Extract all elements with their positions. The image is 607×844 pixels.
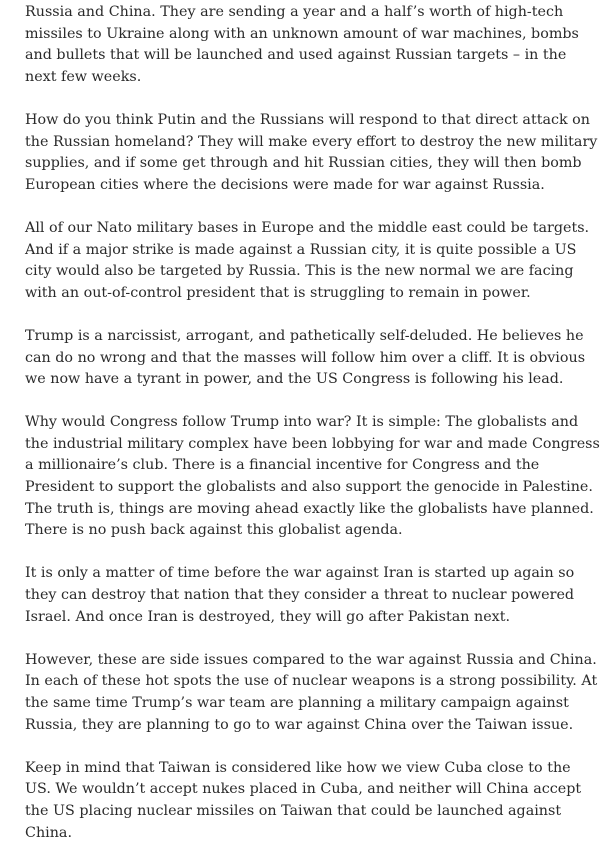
paragraph: Trump is a narcissist, arrogant, and pathetically self-deluded. He believes he can do no wrong and that the masses will follow him over a cliff. It is obvious we now have a tyrant in power, and the US Congress is following his lead. [25, 327, 586, 388]
paragraph: Russia and China. They are sending a year and a half’s worth of high-tech missiles to Ukraine along with an unknown amount of war machines, bombs and bullets that will be launched and used against Russian targets – in the next few weeks. [25, 4, 579, 85]
paragraph: It is only a matter of time before the war against Iran is started up again so they can destroy that nation that they consider a threat to nuclear powered Israel. And once Iran is destroyed, they will go after Pakistan next. [25, 565, 575, 625]
paragraph: How do you think Putin and the Russians will respond to that direct attack on the Russian homeland? They will make every effort to destroy the new military supplies, and if some get through and hit Russian cities, they will then bomb European cities where the decisions were made for war against Russia. [25, 111, 598, 193]
paragraph: Why would Congress follow Trump into war? It is simple: The globalists and the industrial military complex have been lobbying for war and made Congress a millionaire’s club. There is a financial incentive for Congress and the President to support the globalists and also support the genocide in Palestine. The truth is, things are moving ahead exactly like the globalists have planned. There is no push back against this globalist agenda. [25, 414, 600, 539]
paragraph: All of our Nato military bases in Europe and the middle east could be targets. And if a major strike is made against a Russian city, it is quite possible a US city would also be targeted by Russia. This is the new normal we are facing with an out-of-control president that is struggling to remain in power. [25, 219, 590, 301]
paragraph: Keep in mind that Taiwan is considered like how we view Cuba close to the US. We wouldn’t accept nukes placed in Cuba, and neither will China accept the US placing nuclear missiles on Taiwan that could be launched against China. [25, 759, 582, 841]
article-body [0, 2, 607, 844]
paragraph: However, these are side issues compared to the war against Russia and China. In each of these hot spots the use of nuclear weapons is a strong possibility. At the same time Trump’s war team are planning a military campaign against Russia, they are planning to go to war against China over the Taiwan issue. [25, 651, 598, 733]
